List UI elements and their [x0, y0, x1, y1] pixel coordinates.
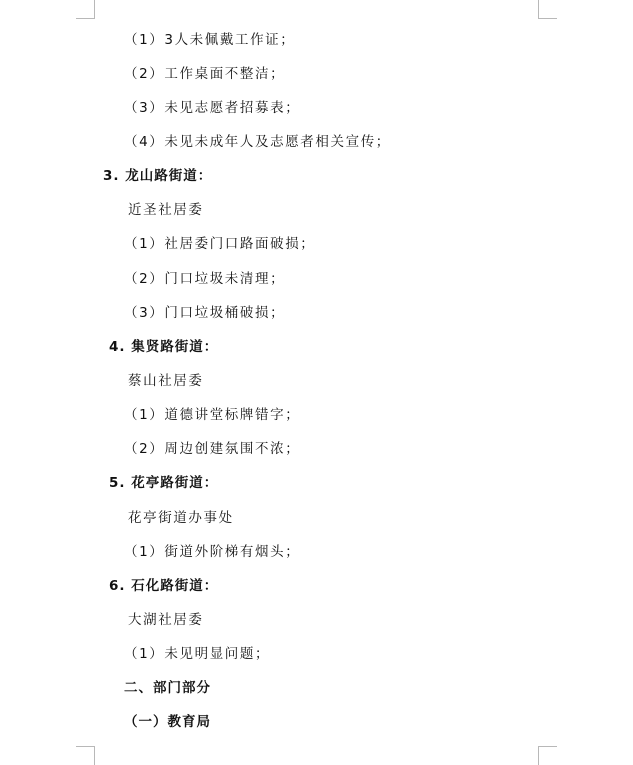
section-heading: 6. 石化路街道： [109, 578, 219, 594]
list-item: （2）工作桌面不整洁； [124, 66, 286, 82]
page-corner-mark-bottom-right [538, 746, 557, 765]
list-item: （3）门口垃圾桶破损； [124, 305, 286, 321]
page-corner-mark-top-right [538, 0, 557, 19]
part-heading: 二、部门部分 [124, 680, 211, 696]
list-item: （1）未见明显问题； [124, 646, 271, 662]
list-item: （2）门口垃圾未清理； [124, 271, 286, 287]
subsection-label: 大湖社居委 [128, 612, 204, 628]
subsection-label: 花亭街道办事处 [128, 510, 234, 526]
list-item: （1）3人未佩戴工作证； [124, 32, 296, 48]
section-heading: 3. 龙山路街道： [103, 168, 213, 184]
list-item: （1）社居委门口路面破损； [124, 236, 316, 252]
subsection-label: 蔡山社居委 [128, 373, 204, 389]
list-item: （3）未见志愿者招募表； [124, 100, 301, 116]
list-item: （1）街道外阶梯有烟头； [124, 544, 301, 560]
list-item: （1）道德讲堂标牌错字； [124, 407, 301, 423]
department-heading: （一）教育局 [124, 714, 211, 730]
subsection-label: 近圣社居委 [128, 202, 204, 218]
page-corner-mark-top-left [76, 0, 95, 19]
list-item: （4）未见未成年人及志愿者相关宣传； [124, 134, 391, 150]
list-item: （2）周边创建氛围不浓； [124, 441, 301, 457]
section-heading: 4. 集贤路街道： [109, 339, 219, 355]
section-heading: 5. 花亭路街道： [109, 475, 219, 491]
page-corner-mark-bottom-left [76, 746, 95, 765]
